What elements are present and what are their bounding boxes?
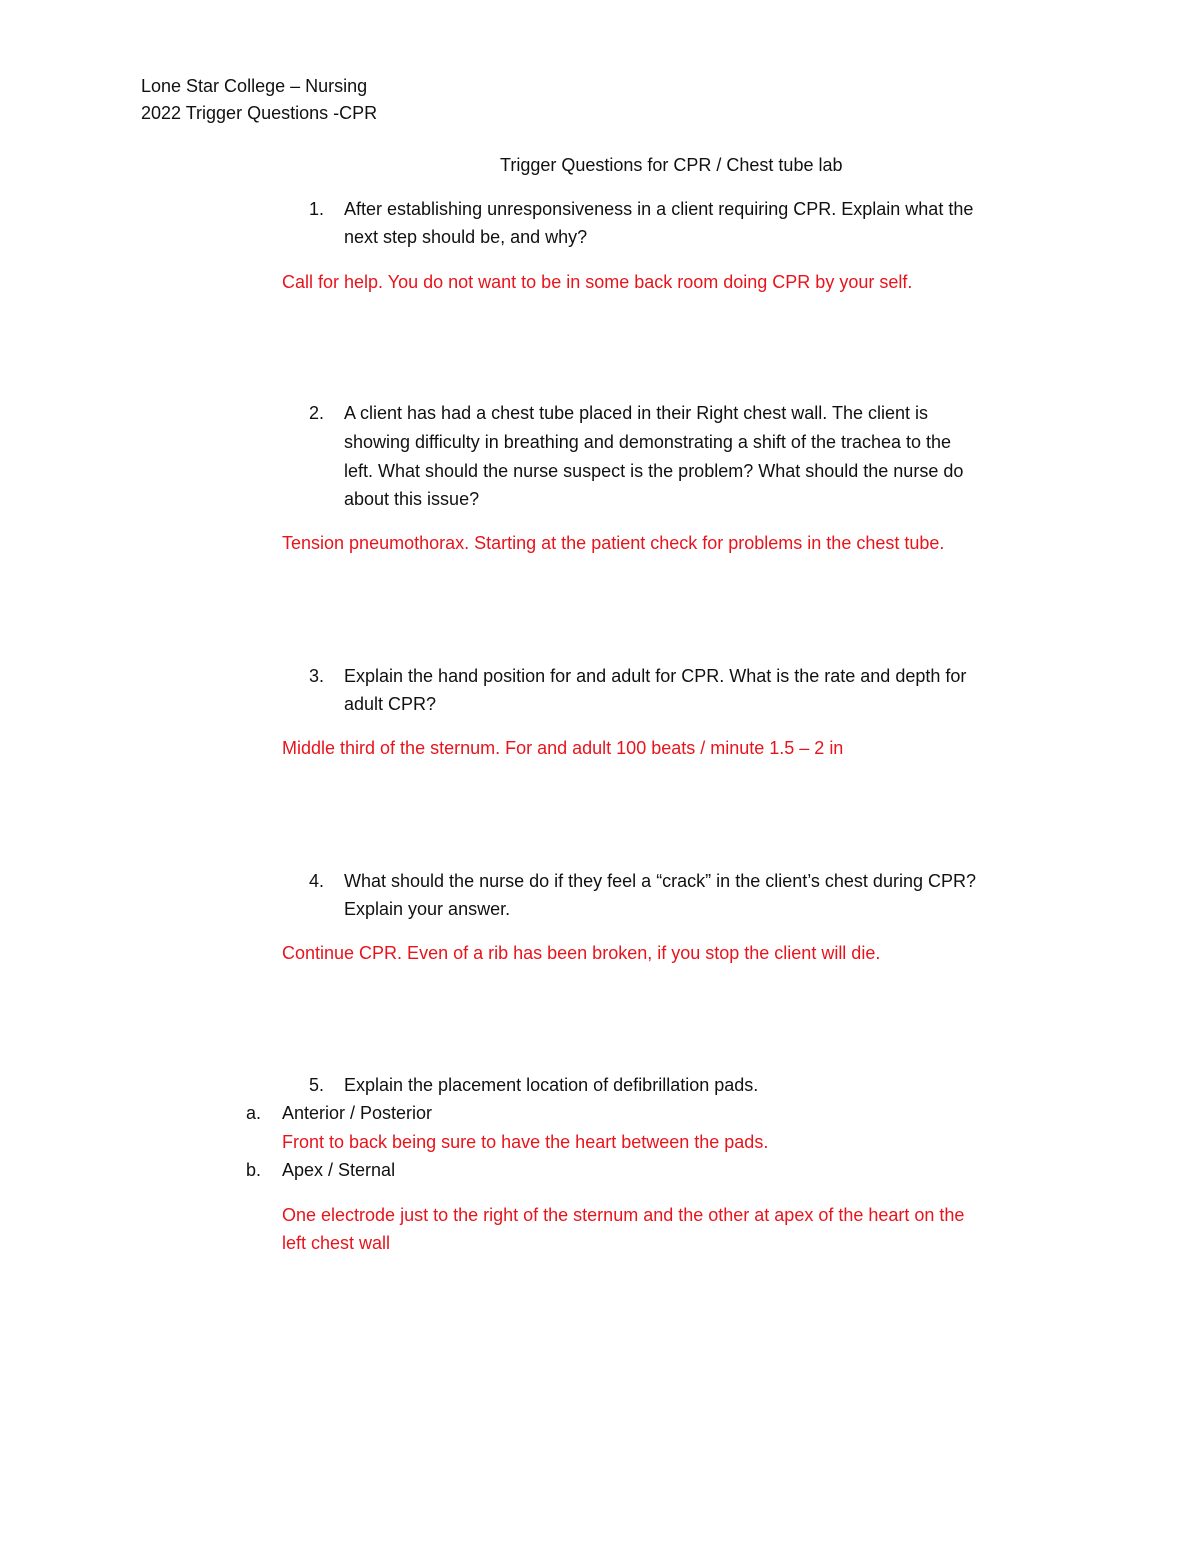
question-number: 5. (309, 1075, 325, 1095)
answer-text: Call for help. You do not want to be in some back room doing CPR by your self. (282, 272, 913, 292)
subitem-text: Anterior / Posterior (282, 1103, 433, 1123)
question-number: 2. (309, 403, 325, 423)
header-course: 2022 Trigger Questions -CPR (141, 103, 378, 123)
subitem-letter: a. (246, 1103, 262, 1123)
answer-text: Middle third of the sternum. For and adult 100 beats / minute 1.5 – 2 in (282, 738, 844, 758)
question-text: A client has had a chest tube placed in their Right chest wall. The client is (344, 403, 928, 423)
question-text: adult CPR? (344, 694, 437, 714)
question-number: 3. (309, 666, 325, 686)
question-number: 1. (309, 199, 325, 219)
answer-text: left chest wall (282, 1233, 391, 1253)
question-text: After establishing unresponsiveness in a client requiring CPR. Explain what the (344, 199, 974, 219)
answer-text: One electrode just to the right of the sternum and the other at apex of the heart on the (282, 1205, 965, 1225)
answer-text: Tension pneumothorax. Starting at the patient check for problems in the chest tube. (282, 533, 945, 553)
question-text: about this issue? (344, 489, 480, 509)
question-text: Explain your answer. (344, 899, 511, 919)
question-text: Explain the hand position for and adult for CPR. What is the rate and depth for (344, 666, 967, 686)
question-text: next step should be, and why? (344, 227, 588, 247)
question-text: left. What should the nurse suspect is the problem? What should the nurse do (344, 461, 964, 481)
question-text: showing difficulty in breathing and demonstrating a shift of the trachea to the (344, 432, 952, 452)
answer-text: Continue CPR. Even of a rib has been broken, if you stop the client will die. (282, 943, 881, 963)
question-number: 4. (309, 871, 325, 891)
page-title: Trigger Questions for CPR / Chest tube lab (500, 155, 843, 175)
answer-text: Front to back being sure to have the heart between the pads. (282, 1132, 769, 1152)
question-text: What should the nurse do if they feel a “crack” in the client’s chest during CPR? (344, 871, 976, 891)
header-college: Lone Star College – Nursing (141, 76, 368, 96)
subitem-letter: b. (246, 1160, 262, 1180)
subitem-text: Apex / Sternal (282, 1160, 396, 1180)
question-text: Explain the placement location of defibrillation pads. (344, 1075, 759, 1095)
